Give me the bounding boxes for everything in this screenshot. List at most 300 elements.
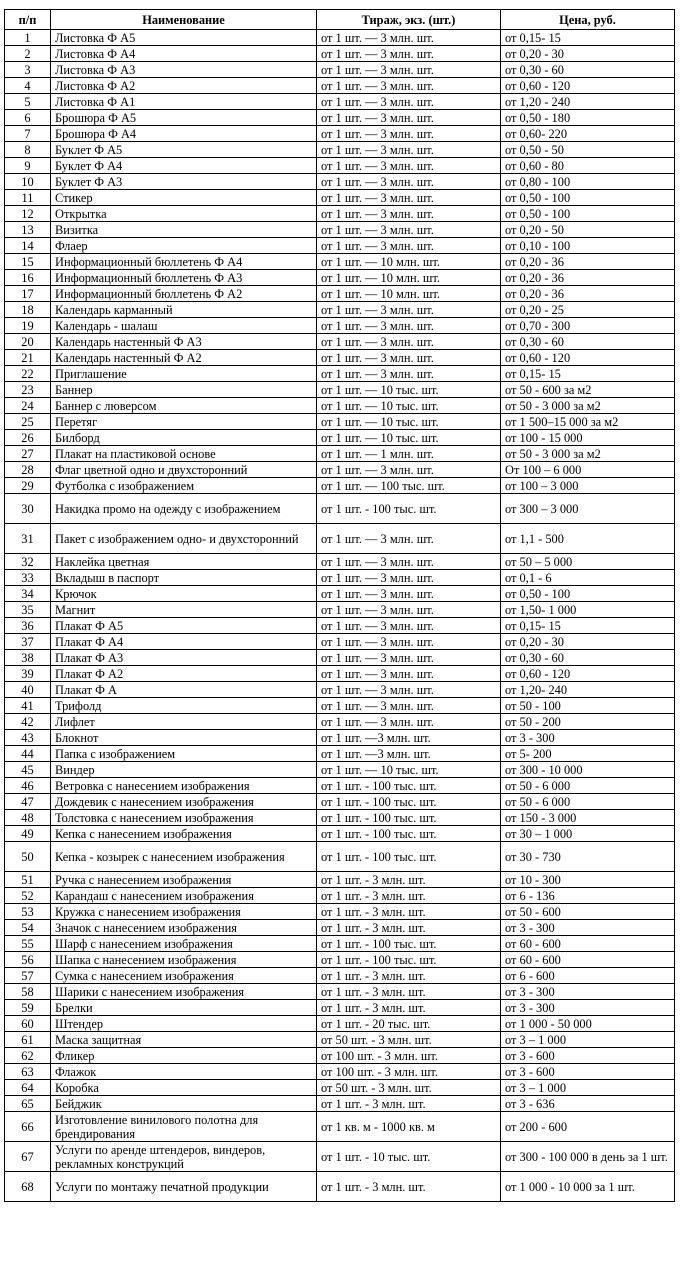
table-row xyxy=(5,1172,675,1202)
cell-qty: от 1 шт. — 3 млн. шт. xyxy=(317,618,501,634)
table-row xyxy=(5,762,675,778)
cell-qty: от 1 шт. — 3 млн. шт. xyxy=(317,126,501,142)
cell-qty: от 1 шт. — 3 млн. шт. xyxy=(317,586,501,602)
cell-price: от 300 - 10 000 xyxy=(501,762,675,778)
cell-name: Услуги по монтажу печатной продукции xyxy=(51,1172,317,1202)
cell-name: Листовка Ф А4 xyxy=(51,46,317,62)
cell-price: от 10 - 300 xyxy=(501,872,675,888)
cell-name: Листовка Ф А3 xyxy=(51,62,317,78)
table-row xyxy=(5,30,675,46)
cell-price: от 3 - 600 xyxy=(501,1064,675,1080)
cell-price: от 0,60- 220 xyxy=(501,126,675,142)
table-row xyxy=(5,190,675,206)
cell-price: От 100 – 6 000 xyxy=(501,462,675,478)
cell-name: Шарики с нанесением изображения xyxy=(51,984,317,1000)
cell-qty: от 1 шт. — 3 млн. шт. xyxy=(317,78,501,94)
cell-price: от 50 - 600 за м2 xyxy=(501,382,675,398)
table-row xyxy=(5,318,675,334)
cell-qty: от 1 шт. — 10 тыс. шт. xyxy=(317,762,501,778)
table-row xyxy=(5,1064,675,1080)
table-row xyxy=(5,746,675,762)
cell-num: 10 xyxy=(5,174,51,190)
cell-qty: от 1 шт. — 3 млн. шт. xyxy=(317,174,501,190)
cell-name: Буклет Ф А4 xyxy=(51,158,317,174)
cell-num: 8 xyxy=(5,142,51,158)
cell-name: Открытка xyxy=(51,206,317,222)
cell-name: Стикер xyxy=(51,190,317,206)
cell-qty: от 1 шт. — 3 млн. шт. xyxy=(317,366,501,382)
table-row xyxy=(5,634,675,650)
cell-num: 17 xyxy=(5,286,51,302)
table-row xyxy=(5,936,675,952)
cell-num: 39 xyxy=(5,666,51,682)
cell-num: 43 xyxy=(5,730,51,746)
table-row xyxy=(5,254,675,270)
table-row xyxy=(5,1112,675,1142)
cell-qty: от 100 шт. - 3 млн. шт. xyxy=(317,1064,501,1080)
cell-price: от 0,60 - 80 xyxy=(501,158,675,174)
cell-name: Плакат на пластиковой основе xyxy=(51,446,317,462)
table-row xyxy=(5,920,675,936)
table-row xyxy=(5,462,675,478)
cell-price: от 3 – 1 000 xyxy=(501,1080,675,1096)
cell-name: Карандаш с нанесением изображения xyxy=(51,888,317,904)
table-row xyxy=(5,1080,675,1096)
cell-num: 12 xyxy=(5,206,51,222)
cell-price: от 150 - 3 000 xyxy=(501,810,675,826)
cell-name: Приглашение xyxy=(51,366,317,382)
cell-num: 21 xyxy=(5,350,51,366)
table-row xyxy=(5,142,675,158)
cell-qty: от 1 шт. — 3 млн. шт. xyxy=(317,462,501,478)
cell-num: 45 xyxy=(5,762,51,778)
cell-name: Плакат Ф А5 xyxy=(51,618,317,634)
cell-num: 35 xyxy=(5,602,51,618)
table-row xyxy=(5,478,675,494)
cell-qty: от 1 шт. - 100 тыс. шт. xyxy=(317,826,501,842)
cell-num: 6 xyxy=(5,110,51,126)
cell-qty: от 1 шт. - 3 млн. шт. xyxy=(317,872,501,888)
cell-qty: от 1 шт. — 3 млн. шт. xyxy=(317,94,501,110)
cell-name: Буклет Ф А5 xyxy=(51,142,317,158)
cell-num: 42 xyxy=(5,714,51,730)
cell-price: от 0,30 - 60 xyxy=(501,62,675,78)
table-row xyxy=(5,1142,675,1172)
cell-qty: от 1 шт. — 3 млн. шт. xyxy=(317,602,501,618)
table-row xyxy=(5,810,675,826)
cell-num: 50 xyxy=(5,842,51,872)
cell-num: 44 xyxy=(5,746,51,762)
cell-price: от 0,15- 15 xyxy=(501,30,675,46)
cell-name: Флаг цветной одно и двухсторонний xyxy=(51,462,317,478)
cell-qty: от 1 шт. - 3 млн. шт. xyxy=(317,1096,501,1112)
cell-price: от 0,30 - 60 xyxy=(501,650,675,666)
cell-price: от 30 - 730 xyxy=(501,842,675,872)
cell-qty: от 1 шт. - 3 млн. шт. xyxy=(317,904,501,920)
cell-name: Информационный бюллетень Ф А4 xyxy=(51,254,317,270)
cell-qty: от 1 шт. — 3 млн. шт. xyxy=(317,554,501,570)
cell-qty: от 1 шт. — 3 млн. шт. xyxy=(317,302,501,318)
cell-num: 68 xyxy=(5,1172,51,1202)
cell-name: Календарь - шалаш xyxy=(51,318,317,334)
cell-name: Вкладыш в паспорт xyxy=(51,570,317,586)
cell-num: 59 xyxy=(5,1000,51,1016)
table-row xyxy=(5,366,675,382)
cell-num: 58 xyxy=(5,984,51,1000)
cell-price: от 0,20 - 50 xyxy=(501,222,675,238)
cell-num: 40 xyxy=(5,682,51,698)
cell-name: Визитка xyxy=(51,222,317,238)
cell-qty: от 1 шт. - 20 тыс. шт. xyxy=(317,1016,501,1032)
table-header-row xyxy=(5,10,675,30)
cell-num: 46 xyxy=(5,778,51,794)
cell-qty: от 1 шт. — 3 млн. шт. xyxy=(317,682,501,698)
cell-num: 29 xyxy=(5,478,51,494)
cell-name: Флаер xyxy=(51,238,317,254)
cell-num: 34 xyxy=(5,586,51,602)
cell-name: Пакет с изображением одно- и двухсторонний xyxy=(51,524,317,554)
cell-num: 47 xyxy=(5,794,51,810)
cell-num: 11 xyxy=(5,190,51,206)
cell-name: Плакат Ф А4 xyxy=(51,634,317,650)
cell-name: Футболка с изображением xyxy=(51,478,317,494)
cell-num: 66 xyxy=(5,1112,51,1142)
cell-name: Лифлет xyxy=(51,714,317,730)
cell-price: от 0,50 - 100 xyxy=(501,206,675,222)
cell-price: от 50 - 3 000 за м2 xyxy=(501,446,675,462)
cell-name: Ручка с нанесением изображения xyxy=(51,872,317,888)
cell-name: Плакат Ф А2 xyxy=(51,666,317,682)
cell-price: от 0,60 - 120 xyxy=(501,666,675,682)
cell-num: 9 xyxy=(5,158,51,174)
cell-price: от 3 - 636 xyxy=(501,1096,675,1112)
cell-name: Календарь настенный Ф А2 xyxy=(51,350,317,366)
cell-name: Бейджик xyxy=(51,1096,317,1112)
cell-qty: от 100 шт. - 3 млн. шт. xyxy=(317,1048,501,1064)
cell-num: 41 xyxy=(5,698,51,714)
table-row xyxy=(5,174,675,190)
cell-qty: от 1 шт. - 3 млн. шт. xyxy=(317,1000,501,1016)
table-row xyxy=(5,952,675,968)
cell-price: от 1,20 - 240 xyxy=(501,94,675,110)
cell-name: Кружка с нанесением изображения xyxy=(51,904,317,920)
table-row xyxy=(5,586,675,602)
cell-num: 25 xyxy=(5,414,51,430)
table-row xyxy=(5,302,675,318)
cell-name: Перетяг xyxy=(51,414,317,430)
table-row xyxy=(5,1016,675,1032)
cell-name: Услуги по аренде штендеров, виндеров, рекламных конструкций xyxy=(51,1142,317,1172)
cell-num: 57 xyxy=(5,968,51,984)
cell-name: Брошюра Ф А5 xyxy=(51,110,317,126)
cell-name: Календарь настенный Ф А3 xyxy=(51,334,317,350)
cell-qty: от 1 шт. — 3 млн. шт. xyxy=(317,238,501,254)
cell-price: от 60 - 600 xyxy=(501,936,675,952)
header-price: Цена, руб. xyxy=(501,10,675,30)
table-row xyxy=(5,778,675,794)
cell-qty: от 1 шт. - 100 тыс. шт. xyxy=(317,936,501,952)
cell-num: 60 xyxy=(5,1016,51,1032)
cell-price: от 5- 200 xyxy=(501,746,675,762)
table-row xyxy=(5,904,675,920)
cell-qty: от 1 шт. — 10 тыс. шт. xyxy=(317,430,501,446)
cell-price: от 6 - 600 xyxy=(501,968,675,984)
cell-num: 67 xyxy=(5,1142,51,1172)
table-row xyxy=(5,714,675,730)
cell-num: 55 xyxy=(5,936,51,952)
cell-price: от 0,20 - 30 xyxy=(501,634,675,650)
cell-price: от 3 – 1 000 xyxy=(501,1032,675,1048)
cell-qty: от 1 шт. - 100 тыс. шт. xyxy=(317,794,501,810)
cell-num: 36 xyxy=(5,618,51,634)
cell-name: Значок с нанесением изображения xyxy=(51,920,317,936)
cell-price: от 3 - 300 xyxy=(501,1000,675,1016)
cell-price: от 50 - 200 xyxy=(501,714,675,730)
cell-num: 1 xyxy=(5,30,51,46)
cell-name: Накидка промо на одежду с изображением xyxy=(51,494,317,524)
table-row xyxy=(5,698,675,714)
cell-qty: от 50 шт. - 3 млн. шт. xyxy=(317,1080,501,1096)
cell-qty: от 1 шт. - 10 тыс. шт. xyxy=(317,1142,501,1172)
cell-qty: от 1 шт. — 3 млн. шт. xyxy=(317,634,501,650)
table-row xyxy=(5,382,675,398)
cell-num: 62 xyxy=(5,1048,51,1064)
table-row xyxy=(5,602,675,618)
cell-qty: от 1 шт. — 3 млн. шт. xyxy=(317,30,501,46)
cell-qty: от 1 шт. — 3 млн. шт. xyxy=(317,650,501,666)
cell-qty: от 1 шт. - 100 тыс. шт. xyxy=(317,494,501,524)
cell-price: от 0,20 - 25 xyxy=(501,302,675,318)
cell-name: Информационный бюллетень Ф А2 xyxy=(51,286,317,302)
cell-price: от 1,1 - 500 xyxy=(501,524,675,554)
cell-name: Листовка Ф А5 xyxy=(51,30,317,46)
table-row xyxy=(5,872,675,888)
cell-num: 61 xyxy=(5,1032,51,1048)
table-row xyxy=(5,398,675,414)
table-row xyxy=(5,46,675,62)
cell-name: Наклейка цветная xyxy=(51,554,317,570)
cell-qty: от 1 шт. — 10 млн. шт. xyxy=(317,270,501,286)
cell-qty: от 1 шт. — 3 млн. шт. xyxy=(317,190,501,206)
table-row xyxy=(5,206,675,222)
cell-num: 53 xyxy=(5,904,51,920)
table-row xyxy=(5,222,675,238)
cell-num: 3 xyxy=(5,62,51,78)
cell-name: Плакат Ф А3 xyxy=(51,650,317,666)
cell-price: от 60 - 600 xyxy=(501,952,675,968)
cell-qty: от 1 шт. — 3 млн. шт. xyxy=(317,318,501,334)
table-row xyxy=(5,570,675,586)
cell-name: Баннер с люверсом xyxy=(51,398,317,414)
table-row xyxy=(5,158,675,174)
table-row xyxy=(5,888,675,904)
cell-price: от 3 - 300 xyxy=(501,730,675,746)
cell-num: 14 xyxy=(5,238,51,254)
cell-qty: от 1 шт. — 3 млн. шт. xyxy=(317,110,501,126)
table-row xyxy=(5,110,675,126)
cell-name: Информационный бюллетень Ф А3 xyxy=(51,270,317,286)
table-row xyxy=(5,984,675,1000)
table-row xyxy=(5,270,675,286)
cell-qty: от 1 шт. — 1 млн. шт. xyxy=(317,446,501,462)
table-row xyxy=(5,1032,675,1048)
cell-price: от 0,50 - 100 xyxy=(501,190,675,206)
cell-name: Блокнот xyxy=(51,730,317,746)
cell-name: Папка с изображением xyxy=(51,746,317,762)
cell-name: Изготовление винилового полотна для брендирования xyxy=(51,1112,317,1142)
cell-qty: от 1 шт. - 100 тыс. шт. xyxy=(317,810,501,826)
cell-price: от 0,20 - 36 xyxy=(501,270,675,286)
table-row xyxy=(5,968,675,984)
cell-num: 33 xyxy=(5,570,51,586)
cell-name: Толстовка с нанесением изображения xyxy=(51,810,317,826)
cell-price: от 50 - 3 000 за м2 xyxy=(501,398,675,414)
cell-price: от 50 - 6 000 xyxy=(501,778,675,794)
cell-num: 51 xyxy=(5,872,51,888)
cell-name: Крючок xyxy=(51,586,317,602)
cell-qty: от 1 шт. — 10 тыс. шт. xyxy=(317,382,501,398)
cell-num: 30 xyxy=(5,494,51,524)
cell-price: от 0,10 - 100 xyxy=(501,238,675,254)
cell-qty: от 1 шт. — 3 млн. шт. xyxy=(317,570,501,586)
cell-num: 65 xyxy=(5,1096,51,1112)
cell-qty: от 1 шт. - 3 млн. шт. xyxy=(317,984,501,1000)
cell-num: 22 xyxy=(5,366,51,382)
cell-price: от 0,60 - 120 xyxy=(501,78,675,94)
table-row xyxy=(5,414,675,430)
cell-name: Шапка с нанесением изображения xyxy=(51,952,317,968)
cell-num: 48 xyxy=(5,810,51,826)
cell-name: Коробка xyxy=(51,1080,317,1096)
cell-qty: от 1 шт. - 100 тыс. шт. xyxy=(317,778,501,794)
cell-price: от 3 - 300 xyxy=(501,984,675,1000)
cell-qty: от 1 шт. — 3 млн. шт. xyxy=(317,714,501,730)
table-row xyxy=(5,1000,675,1016)
cell-price: от 200 - 600 xyxy=(501,1112,675,1142)
cell-name: Баннер xyxy=(51,382,317,398)
cell-price: от 3 - 300 xyxy=(501,920,675,936)
cell-num: 63 xyxy=(5,1064,51,1080)
cell-name: Трифолд xyxy=(51,698,317,714)
cell-num: 18 xyxy=(5,302,51,318)
cell-name: Флажок xyxy=(51,1064,317,1080)
cell-num: 37 xyxy=(5,634,51,650)
cell-price: от 50 - 600 xyxy=(501,904,675,920)
cell-name: Календарь карманный xyxy=(51,302,317,318)
cell-qty: от 1 шт. — 3 млн. шт. xyxy=(317,350,501,366)
cell-qty: от 50 шт. - 3 млн. шт. xyxy=(317,1032,501,1048)
cell-qty: от 1 шт. - 3 млн. шт. xyxy=(317,1172,501,1202)
cell-price: от 30 – 1 000 xyxy=(501,826,675,842)
cell-price: от 50 – 5 000 xyxy=(501,554,675,570)
cell-price: от 1 500–15 000 за м2 xyxy=(501,414,675,430)
cell-price: от 100 - 15 000 xyxy=(501,430,675,446)
cell-name: Брошюра Ф А4 xyxy=(51,126,317,142)
table-row xyxy=(5,794,675,810)
price-table xyxy=(4,9,675,1202)
cell-price: от 0,50 - 50 xyxy=(501,142,675,158)
cell-num: 31 xyxy=(5,524,51,554)
cell-price: от 0,20 - 36 xyxy=(501,254,675,270)
cell-num: 49 xyxy=(5,826,51,842)
cell-qty: от 1 шт. - 100 тыс. шт. xyxy=(317,952,501,968)
cell-qty: от 1 шт. - 3 млн. шт. xyxy=(317,888,501,904)
cell-num: 20 xyxy=(5,334,51,350)
cell-qty: от 1 шт. —3 млн. шт. xyxy=(317,746,501,762)
cell-price: от 0,20 - 30 xyxy=(501,46,675,62)
table-row xyxy=(5,666,675,682)
cell-price: от 0,80 - 100 xyxy=(501,174,675,190)
cell-price: от 0,70 - 300 xyxy=(501,318,675,334)
cell-num: 23 xyxy=(5,382,51,398)
cell-name: Фликер xyxy=(51,1048,317,1064)
table-row xyxy=(5,78,675,94)
cell-qty: от 1 шт. —3 млн. шт. xyxy=(317,730,501,746)
table-row xyxy=(5,494,675,524)
cell-qty: от 1 шт. - 100 тыс. шт. xyxy=(317,842,501,872)
cell-price: от 0,50 - 180 xyxy=(501,110,675,126)
cell-name: Ветровка с нанесением изображения xyxy=(51,778,317,794)
cell-price: от 3 - 600 xyxy=(501,1048,675,1064)
cell-price: от 300 – 3 000 xyxy=(501,494,675,524)
cell-name: Дождевик с нанесением изображения xyxy=(51,794,317,810)
cell-price: от 100 – 3 000 xyxy=(501,478,675,494)
cell-qty: от 1 шт. — 3 млн. шт. xyxy=(317,698,501,714)
cell-qty: от 1 шт. — 3 млн. шт. xyxy=(317,524,501,554)
table-row xyxy=(5,730,675,746)
table-row xyxy=(5,682,675,698)
cell-price: от 1 000 - 50 000 xyxy=(501,1016,675,1032)
cell-name: Виндер xyxy=(51,762,317,778)
cell-num: 2 xyxy=(5,46,51,62)
table-row xyxy=(5,238,675,254)
header-num: п/п xyxy=(5,10,51,30)
cell-num: 28 xyxy=(5,462,51,478)
header-qty: Тираж, экз. (шт.) xyxy=(317,10,501,30)
cell-name: Листовка Ф А1 xyxy=(51,94,317,110)
cell-price: от 50 - 6 000 xyxy=(501,794,675,810)
cell-price: от 6 - 136 xyxy=(501,888,675,904)
table-row xyxy=(5,554,675,570)
table-row xyxy=(5,826,675,842)
cell-qty: от 1 шт. — 3 млн. шт. xyxy=(317,666,501,682)
cell-num: 56 xyxy=(5,952,51,968)
cell-qty: от 1 шт. — 3 млн. шт. xyxy=(317,62,501,78)
table-row xyxy=(5,650,675,666)
cell-qty: от 1 шт. — 3 млн. шт. xyxy=(317,46,501,62)
cell-price: от 0,15- 15 xyxy=(501,618,675,634)
cell-num: 4 xyxy=(5,78,51,94)
cell-num: 19 xyxy=(5,318,51,334)
cell-num: 27 xyxy=(5,446,51,462)
cell-num: 16 xyxy=(5,270,51,286)
cell-qty: от 1 кв. м - 1000 кв. м xyxy=(317,1112,501,1142)
cell-name: Кепка - козырек с нанесением изображения xyxy=(51,842,317,872)
cell-name: Билборд xyxy=(51,430,317,446)
table-body xyxy=(5,30,675,1202)
cell-price: от 1,20- 240 xyxy=(501,682,675,698)
cell-qty: от 1 шт. - 3 млн. шт. xyxy=(317,968,501,984)
cell-num: 5 xyxy=(5,94,51,110)
header-name: Наименование xyxy=(51,10,317,30)
cell-name: Штендер xyxy=(51,1016,317,1032)
cell-num: 64 xyxy=(5,1080,51,1096)
table-row xyxy=(5,430,675,446)
cell-num: 32 xyxy=(5,554,51,570)
cell-price: от 1 000 - 10 000 за 1 шт. xyxy=(501,1172,675,1202)
cell-price: от 0,15- 15 xyxy=(501,366,675,382)
table-row xyxy=(5,1096,675,1112)
